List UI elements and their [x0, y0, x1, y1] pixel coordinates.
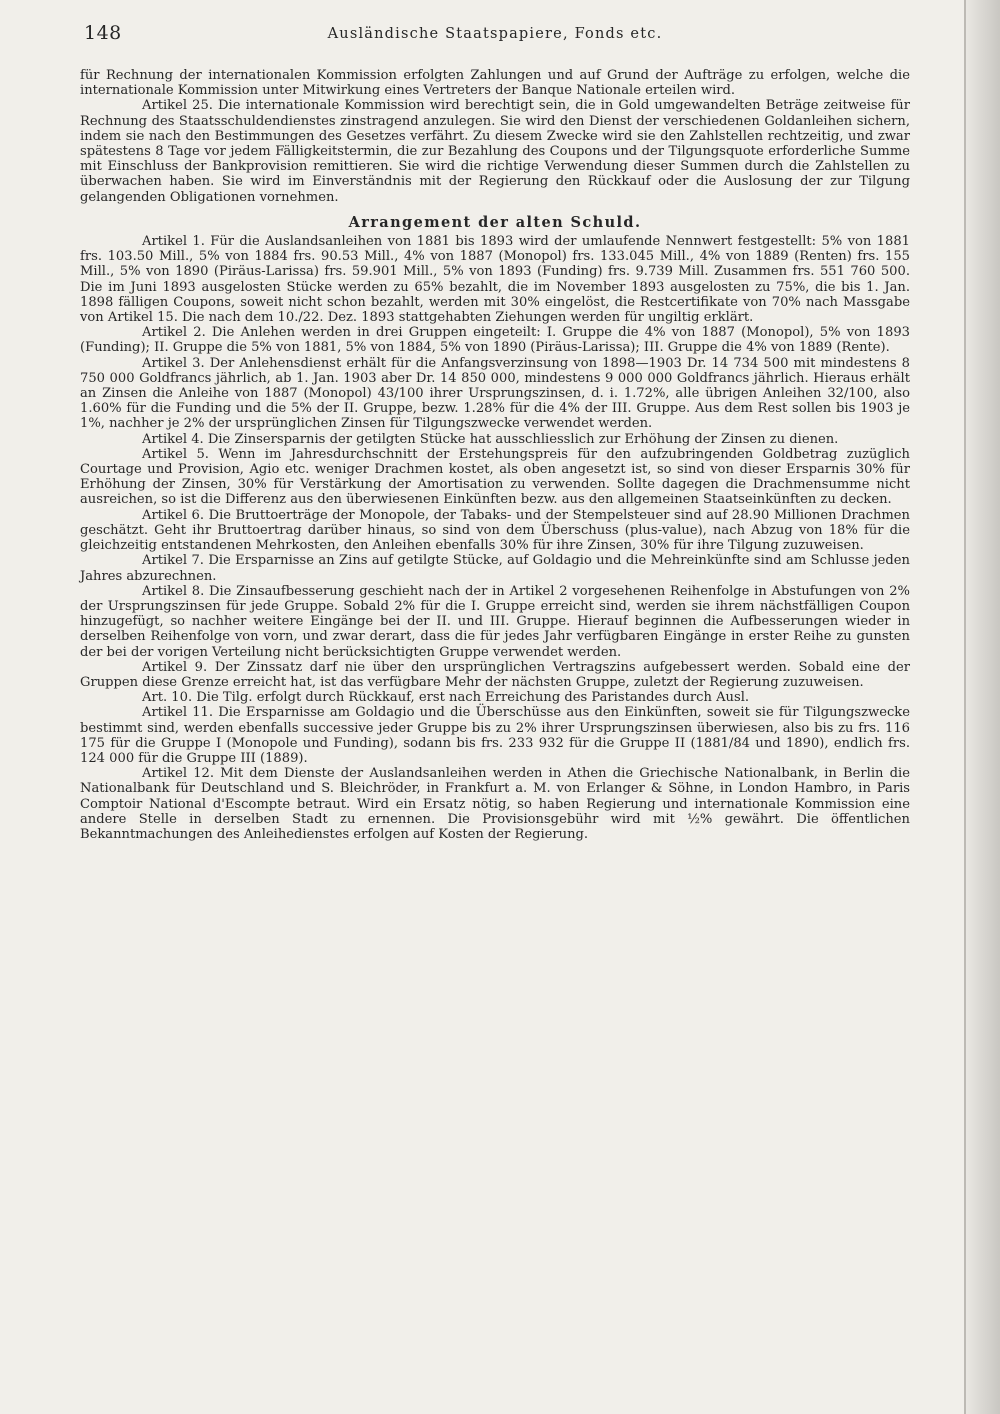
- running-title: Ausländische Staatspapiere, Fonds etc.: [327, 26, 663, 42]
- paragraph: Artikel 4. Die Zinsersparnis der getilgten Stücke hat ausschliesslich zur Erhöhung der Zinsen zu dienen.: [142, 431, 839, 447]
- paragraph: Artikel 3. Der Anlehensdienst erhält für die Anfangsverzinsung von 1898—1903 Dr. 14 734 500 mit mindestens 8 750 000 Goldfrancs jährlich, ab 1. Jan. 1903 aber Dr. 14 850 000, mindestens 9 000 000 Goldfrancs jährlich. Hieraus erhält an Zinsen die Anleihe von 1887 (Monopol) 43/100 ihrer Ursprungszinsen, d. i. 1.72%, alle übrigen Anleihen 32/100, also 1.60% für die Funding und die 5% der II. Gruppe, bezw. 1.28% für die 4% der III. Gruppe. Aus dem Rest sollen bis 1903 je 1%, nachher je 2% der ursprünglichen Zinsen für Tilgungszwecke verwendet werden.: [80, 355, 910, 432]
- document-page: [80, 22, 910, 842]
- paragraph: Artikel 8. Die Zinsaufbesserung geschieht nach der in Artikel 2 vorgesehenen Reihenfolge in Abstufungen von 2% der Ursprungszinsen für jede Gruppe. Sobald 2% für die I. Gruppe erreicht sind, werden sie ihrem nächstfälligen Coupon hinzugefügt, so nachher weitere Eingänge bei der II. und III. Gruppe. Hierauf beginnen die Aufbesserungen wieder in derselben Reihenfolge von vorn, und zwar derart, dass die für jedes Jahr verfügbaren Eingänge in erster Reihe zu gunsten der bei der vorigen Verteilung nicht berücksichtigten Gruppe verwendet werden.: [80, 583, 910, 660]
- scan-page-edge: [964, 0, 1000, 1414]
- section-heading: Arrangement der alten Schuld.: [348, 213, 642, 231]
- paragraph: Artikel 11. Die Ersparnisse am Goldagio und die Überschüsse aus den Einkünften, soweit sie für Tilgungszwecke bestimmt sind, werden ebenfalls successive jeder Gruppe bis zu 2% ihrer Ursprungszinsen überwiesen, also bis zu frs. 116 175 für die Gruppe I (Monopole und Funding), sodann bis frs. 233 932 für die Gruppe II (1881/84 und 1890), endlich frs. 124 000 für die Gruppe III (1889).: [80, 705, 910, 766]
- paragraph: Artikel 2. Die Anlehen werden in drei Gruppen eingeteilt: I. Gruppe die 4% von 1887 (Monopol), 5% von 1893 (Funding); II. Gruppe die 5% von 1881, 5% von 1884, 5% von 1890 (Piräus-Larissa); III. Gruppe die 4% von 1889 (Rente).: [80, 325, 910, 356]
- paragraph: Artikel 12. Mit dem Dienste der Auslandsanleihen werden in Athen die Griechische Nationalbank, in Berlin die Nationalbank für Deutschland und S. Bleichröder, in Frankfurt a. M. von Erlanger & Söhne, in London Hambro, in Paris Comptoir National d'Escompte betraut. Wird ein Ersatz nötig, so haben Regierung und internationale Kommission eine andere Stelle in derselben Stadt zu ernennen. Die Provisionsgebühr wird mit ½% gewährt. Die öffentlichen Bekanntmachungen des Anleihedienstes erfolgen auf Kosten der Regierung.: [80, 766, 910, 842]
- paragraphs-top: [80, 68, 910, 205]
- paragraph: Artikel 25. Die internationale Kommission wird berechtigt sein, die in Gold umgewandelten Beträge zeitweise für Rechnung des Staatsschuldendienstes zinstragend anzulegen. Sie wird den Dienst der verschiedenen Goldanleihen sichern, indem sie nach den Bestimmungen des Gesetzes verfährt. Zu diesem Zwecke wird sie den Zahlstellen rechtzeitig, und zwar spätestens 8 Tage vor jedem Fälligkeitstermin, die zur Bezahlung des Coupons und der Tilgungsquote erforderliche Summe mit Einschluss der Bankprovision remittieren. Sie wird die richtige Verwendung dieser Summen durch die Zahlstellen zu überwachen haben. Sie wird im Einverständnis mit der Regierung den Rückkauf oder die Auslosung der zur Tilgung gelangenden Obligationen vornehmen.: [80, 98, 910, 205]
- paragraphs-bottom: [80, 234, 910, 842]
- paragraph: Art. 10. Die Tilg. erfolgt durch Rückkauf, erst nach Erreichung des Paristandes durch Ausl.: [142, 690, 750, 706]
- paragraph: Artikel 5. Wenn im Jahresdurchschnitt der Erstehungspreis für den aufzubringenden Goldbetrag zuzüglich Courtage und Provision, Agio etc. weniger Drachmen kostet, als oben angesetzt ist, so sind von dieser Ersparnis 30% für Erhöhung der Zinsen, 30% für Verstärkung der Amortisation zu verwenden. Sollte dagegen die Drachmensumme nicht ausreichen, so ist die Differenz aus den überwiesenen Einkünften bezw. aus den allgemeinen Staatseinkünften zu decken.: [80, 446, 910, 508]
- paragraph: Artikel 6. Die Bruttoerträge der Monopole, der Tabaks- und der Stempelsteuer sind auf 28.90 Millionen Drachmen geschätzt. Geht ihr Bruttoertrag darüber hinaus, so sind von dem Überschuss (plus-value), nach Abzug von 18% für die gleichzeitig entstandenen Mehrkosten, den Anleihen ebenfalls 30% für ihre Zinsen, 30% für ihre Tilgung zuzuweisen.: [80, 507, 910, 554]
- running-head: [80, 22, 910, 56]
- paragraph: Artikel 1. Für die Auslandsanleihen von 1881 bis 1893 wird der umlaufende Nennwert festgestellt: 5% von 1881 frs. 103.50 Mill., 5% von 1884 frs. 90.53 Mill., 4% von 1887 (Monopol) frs. 133.045 Mill., 4% von 1889 (Renten) frs. 155 Mill., 5% von 1890 (Piräus-Larissa) frs. 59.901 Mill., 5% von 1893 (Funding) frs. 9.739 Mill. Zusammen frs. 551 760 500. Die im Juni 1893 ausgelosten Stücke werden zu 65% bezahlt, die im November 1893 ausgelosten zu 75%, die bis 1. Jan. 1898 fälligen Coupons, soweit nicht schon bezahlt, werden mit 30% eingelöst, die Restcertifikate von 70% nach Massgabe von Artikel 15. Die nach dem 10./22. Dez. 1893 stattgehabten Ziehungen werden für ungiltig erklärt.: [80, 234, 910, 326]
- paragraph: Artikel 7. Die Ersparnisse an Zins auf getilgte Stücke, auf Goldagio und die Mehreinkünfte sind am Schlusse jeden Jahres abzurechnen.: [80, 553, 910, 584]
- paragraph: Artikel 9. Der Zinssatz darf nie über den ursprünglichen Vertragszins aufgebessert werden. Sobald eine der Gruppen diese Grenze erreicht hat, ist das verfügbare Mehr der nächsten Gruppe, zuletzt der Regierung zuzuweisen.: [80, 659, 910, 690]
- paragraph: für Rechnung der internationalen Kommission erfolgten Zahlungen und auf Grund der Aufträge zu erfolgen, welche die internationale Kommission unter Mitwirkung eines Vertreters der Banque Nationale erteilen wird.: [80, 68, 910, 99]
- page-number: 148: [84, 22, 122, 44]
- body-text: [80, 68, 910, 842]
